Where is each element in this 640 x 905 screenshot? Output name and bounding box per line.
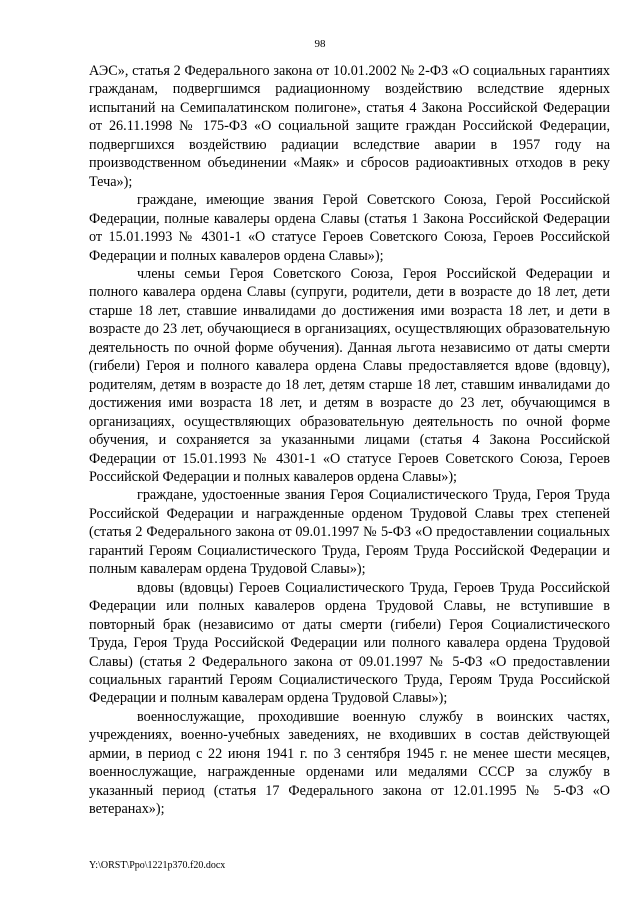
paragraph-continuation: АЭС», статья 2 Федерального закона от 10.01.2002 № 2-ФЗ «О социальных гарантиях гражданам, подвергшимся радиационному воздействию вследствие ядерных испытаний на Семипалатинском полигоне», статья 4 Закона Российской Федерации от 26.11.1998 № 175-ФЗ «О социальной защите граждан Российской Федерации, подвергшихся воздействию радиации вследствие аварии в 1957 году на производственном объединении «Маяк» и сбросов радиоактивных отходов в реку Теча»); [89, 63, 610, 190]
footer-file-path: Y:\ORST\Ppo\1221p370.f20.docx [89, 860, 226, 871]
document-body [89, 62, 610, 819]
paragraph-heroes: граждане, имеющие звания Герой Советского Союза, Герой Российской Федерации, полные кавалеры ордена Славы (статья 1 Закона Российской Федерации от 15.01.1993 № 4301-1 «О статусе Героев Советского Союза, Героев Российской Федерации и полных кавалеров ордена Славы»); [89, 192, 610, 264]
paragraph-labor-heroes: граждане, удостоенные звания Героя Социалистического Труда, Героя Труда Российской Федерации и награжденные орденом Трудовой Славы трех степеней (статья 2 Федерального закона от 09.01.1997 № 5-ФЗ «О предоставлении социальных гарантий Героям Социалистического Труда, Героям Труда Российской Федерации и полным кавалерам ордена Трудовой Славы»); [89, 487, 610, 578]
page-number: 98 [314, 38, 326, 50]
paragraph-servicemen: военнослужащие, проходившие военную службу в воинских частях, учреждениях, военно-учебных заведениях, не входивших в состав действующей армии, в период с 22 июня 1941 г. по 3 сентября 1945 г. не менее шести месяцев, военнослужащие, награжденные орденами или медалями СССР за службу в указанный период (статья 17 Федерального закона от 12.01.1995 № 5-ФЗ «О ветеранах»); [89, 708, 610, 818]
paragraph-labor-widows: вдовы (вдовцы) Героев Социалистического Труда, Героев Труда Российской Федерации или полных кавалеров ордена Трудовой Славы, не вступившие в повторный брак (независимо от даты смерти (гибели) Героя Социалистического Труда, Героя Труда Российской Федерации или полного кавалера ордена Трудовой Славы) (статья 2 Федерального закона от 09.01.1997 № 5-ФЗ «О предоставлении социальных гарантий Героям Социалистического Труда, Героям Труда Российской Федерации и полным кавалерам ордена Трудовой Славы»); [89, 579, 610, 707]
paragraph-hero-family: члены семьи Героя Советского Союза, Героя Российской Федерации и полного кавалера ордена Славы (супруги, родители, дети в возрасте до 18 лет, дети старше 18 лет, ставшие инвалидами до достижения ими возраста 18 лет, и дети в возрасте до 23 лет, обучающиеся в организациях, осуществляющих образовательную деятельность по очной форме обучения). Данная льгота независимо от даты смерти (гибели) Героя и полного кавалера ордена Славы предоставляется вдове (вдовцу), родителям, детям в возрасте до 18 лет, детям старше 18 лет, ставшим инвалидами до достижения ими возраста 18 лет, и детям в возрасте до 23 лет, обучающимся в организациях, осуществляющих образовательную деятельность по очной форме обучения, и сохраняется за указанными лицами (статья 4 Закона Российской Федерации от 15.01.1993 № 4301-1 «О статусе Героев Советского Союза, Героев Российской Федерации и полных кавалеров ордена Славы»); [89, 265, 610, 485]
